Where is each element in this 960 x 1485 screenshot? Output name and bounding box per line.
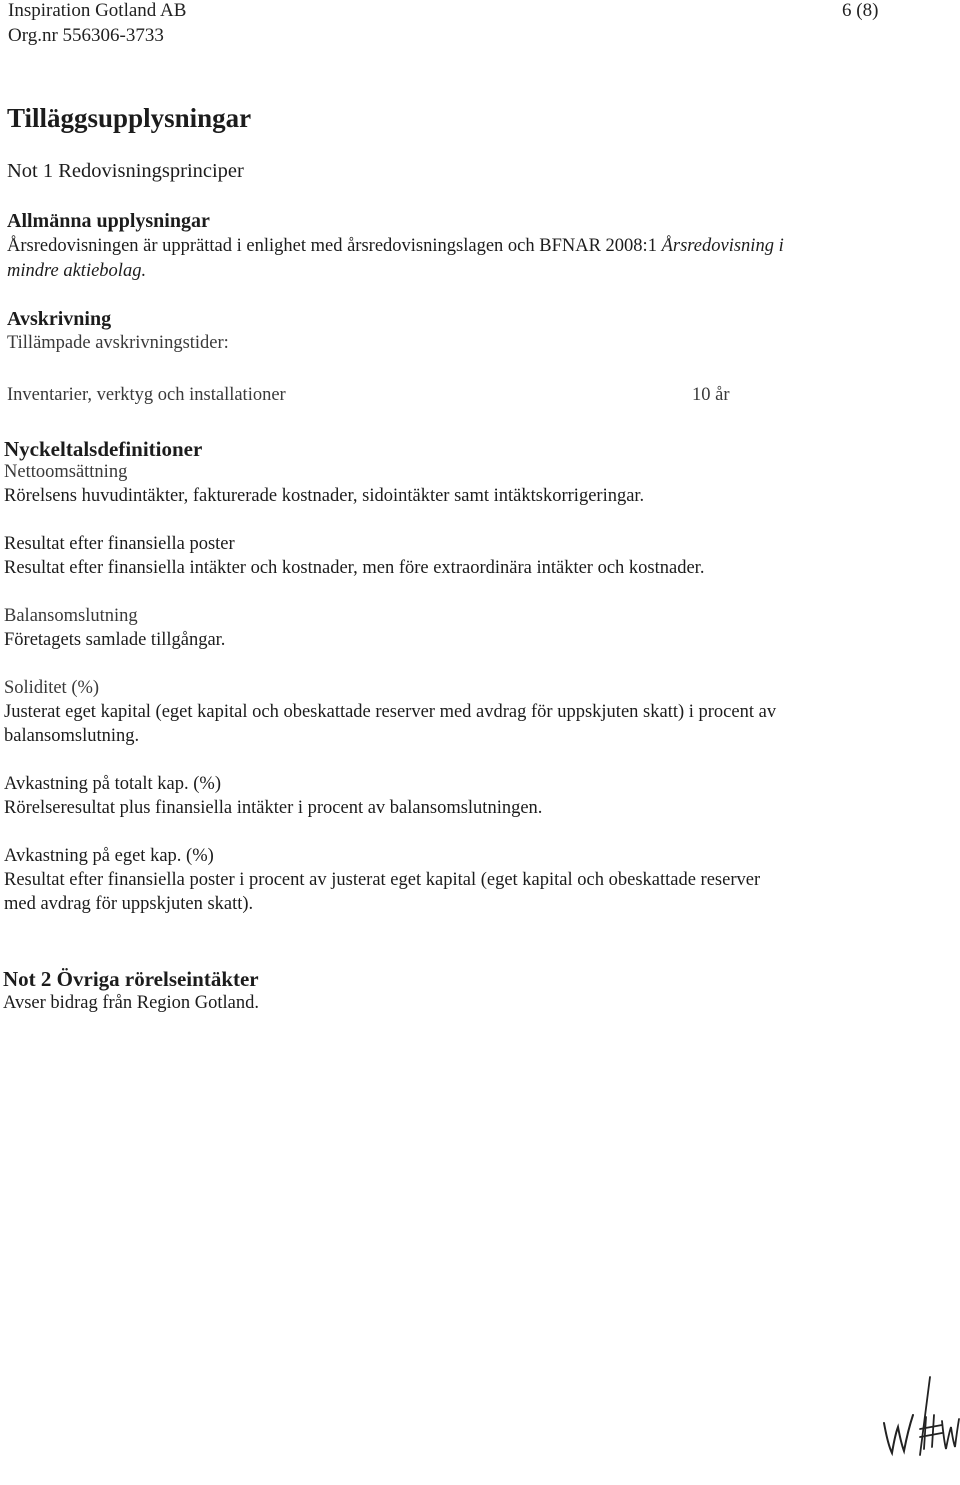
kpi-heading: Nyckeltalsdefinitioner: [4, 437, 203, 461]
kpi-term: Avkastning på totalt kap. (%): [4, 774, 221, 794]
depreciation-years: 10 år: [692, 385, 730, 405]
page-number: 6 (8): [842, 0, 879, 21]
note1-heading: Not 1 Redovisningsprinciper: [7, 160, 244, 182]
kpi-definition: Resultat efter finansiella intäkter och kostnader, men före extraordinära intäkter och kostnader.: [4, 558, 705, 578]
kpi-definition-cont: med avdrag för uppskjuten skatt).: [4, 894, 254, 914]
kpi-definition: Företagets samlade tillgångar.: [4, 630, 226, 650]
kpi-term: Avkastning på eget kap. (%): [4, 846, 214, 866]
kpi-definition: Rörelseresultat plus finansiella intäkter i procent av balansomslutningen.: [4, 798, 543, 818]
org-number: Org.nr 556306-3733: [8, 25, 164, 46]
depreciation-heading: Avskrivning: [7, 308, 112, 330]
general-info-text-regular: Årsredovisningen är upprättad i enlighet med årsredovisningslagen och BFNAR 2008:1: [7, 236, 657, 256]
kpi-definition: Resultat efter finansiella poster i procent av justerat eget kapital (eget kapital och obeskattade reserver: [4, 870, 761, 890]
company-name: Inspiration Gotland AB: [8, 0, 187, 21]
depreciation-intro: Tillämpade avskrivningstider:: [7, 333, 229, 353]
note2-text: Avser bidrag från Region Gotland.: [3, 993, 260, 1013]
kpi-term: Soliditet (%): [4, 678, 100, 698]
general-info-heading: Allmänna upplysningar: [7, 210, 210, 232]
kpi-definition: Rörelsens huvudintäkter, fakturerade kostnader, sidointäkter samt intäktskorrigeringar.: [4, 486, 645, 506]
kpi-term: Balansomslutning: [4, 606, 138, 626]
general-info-text-cont: [7, 261, 146, 282]
general-info-text: [7, 236, 784, 257]
general-info-text-italic-cont: mindre aktiebolag.: [7, 261, 147, 281]
kpi-term: Resultat efter finansiella poster: [4, 534, 235, 554]
kpi-term: Nettoomsättning: [4, 462, 128, 482]
signature-initials: [880, 1375, 960, 1465]
general-info-text-italic: Årsredovisning i: [661, 236, 784, 256]
kpi-definition-cont: balansomslutning.: [4, 726, 140, 746]
depreciation-item: Inventarier, verktyg och installationer: [7, 385, 286, 405]
page-title: Tilläggsupplysningar: [7, 103, 252, 133]
note2-heading: Not 2 Övriga rörelseintäkter: [3, 967, 259, 991]
kpi-definition: Justerat eget kapital (eget kapital och obeskattade reserver med avdrag för uppskjuten skatt) i procent av: [4, 702, 777, 722]
